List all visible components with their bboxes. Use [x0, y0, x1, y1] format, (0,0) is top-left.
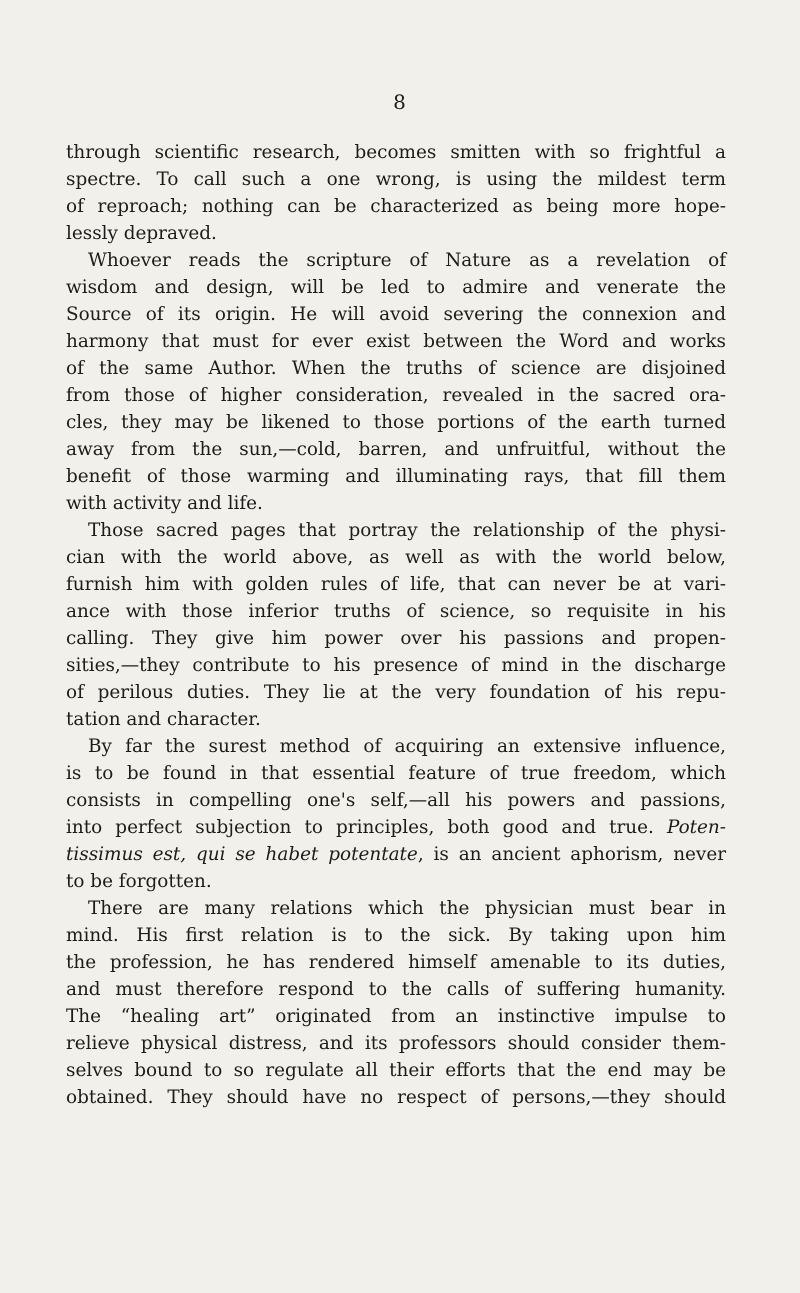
text-line: benefit of those warming and illuminating rays, that fill them — [66, 466, 726, 487]
text-line: of perilous duties. They lie at the very foundation of his repu- — [66, 682, 726, 703]
text-line: spectre. To call such a one wrong, is using the mildest term — [66, 169, 726, 190]
text-line: to be forgotten. — [66, 871, 212, 892]
text-line: mind. His first relation is to the sick. By taking upon him — [66, 925, 726, 946]
text-line: of the same Author. When the truths of science are disjoined — [66, 358, 726, 379]
text-line: calling. They give him power over his passions and propen- — [66, 628, 726, 649]
text-line: cles, they may be likened to those portions of the earth turned — [66, 412, 726, 433]
text-line: harmony that must for ever exist between the Word and works — [66, 331, 726, 352]
text-line: and must therefore respond to the calls of suffering humanity. — [66, 979, 726, 1000]
text-line: The “healing art” originated from an instinctive impulse to — [66, 1006, 726, 1027]
text-fragment: into perfect subjection to principles, both good and true. — [66, 817, 654, 838]
text-line: the profession, he has rendered himself amenable to its duties, — [66, 952, 726, 973]
text-line: cian with the world above, as well as with the world below, — [66, 547, 726, 568]
text-line: There are many relations which the physician must bear in — [88, 898, 726, 919]
text-line: wisdom and design, will be led to admire and venerate the — [66, 277, 726, 298]
text-line: Source of its origin. He will avoid severing the connexion and — [66, 304, 726, 325]
text-line-mixed — [66, 814, 726, 841]
text-line: with activity and life. — [66, 493, 263, 514]
text-line: lessly depraved. — [66, 223, 217, 244]
text-line: obtained. They should have no respect of persons,—they should — [66, 1087, 726, 1108]
text-line: Those sacred pages that portray the relationship of the physi- — [88, 520, 726, 541]
latin-phrase: tissimus est, qui se habet potentate — [66, 844, 418, 865]
text-line: from those of higher consideration, revealed in the sacred ora- — [66, 385, 726, 406]
text-line: of reproach; nothing can be characterized as being more hope- — [66, 196, 726, 217]
text-line-mixed — [66, 841, 726, 868]
text-line: Whoever reads the scripture of Nature as a revelation of — [88, 250, 726, 271]
text-line: away from the sun,—cold, barren, and unfruitful, without the — [66, 439, 726, 460]
text-line: through scientific research, becomes smitten with so frightful a — [66, 142, 726, 163]
latin-phrase-start: Poten- — [666, 817, 726, 838]
text-line: relieve physical distress, and its professors should consider them- — [66, 1033, 726, 1054]
text-line: tation and character. — [66, 709, 261, 730]
text-line: sities,—they contribute to his presence of mind in the discharge — [66, 655, 726, 676]
text-line: selves bound to so regulate all their efforts that the end may be — [66, 1060, 726, 1081]
text-line: By far the surest method of acquiring an extensive influence, — [88, 736, 726, 757]
text-fragment: , is an ancient aphorism, never — [417, 844, 726, 865]
text-line: is to be found in that essential feature of true freedom, which — [66, 763, 726, 784]
text-line: consists in compelling one's self,—all his powers and passions, — [66, 790, 726, 811]
text-line: furnish him with golden rules of life, that can never be at vari- — [66, 574, 726, 595]
page-number: 8 — [393, 90, 407, 114]
body-text — [66, 139, 726, 1111]
text-line: ance with those inferior truths of science, so requisite in his — [66, 601, 726, 622]
